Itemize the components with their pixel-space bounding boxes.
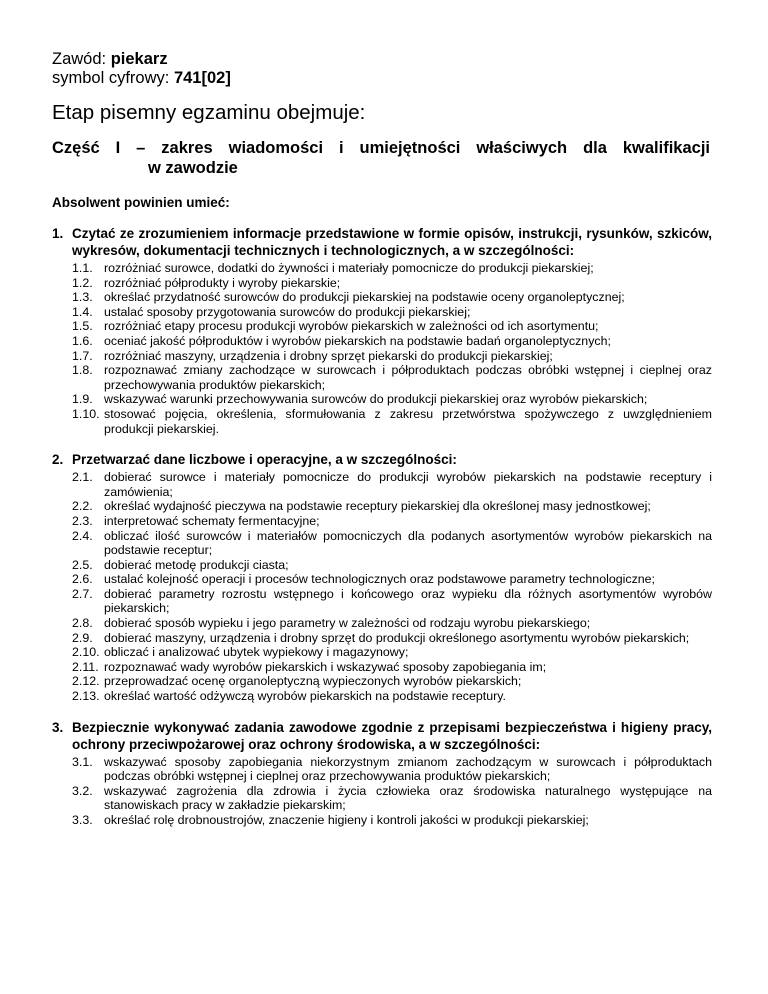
section-1	[52, 225, 712, 436]
list-item	[72, 784, 712, 813]
part-heading-line2: w zawodzie	[148, 159, 238, 177]
section-number: 2.	[52, 452, 64, 468]
item-text: określać przydatność surowców do produkcji piekarskiej na podstawie oceny organoleptycznej;	[104, 290, 625, 305]
item-text: interpretować schematy fermentacyjne;	[104, 513, 320, 528]
item-number: 2.9.	[72, 630, 93, 645]
item-text: oceniać jakość półproduktów i wyrobów piekarskich na podstawie badań organoleptycznych;	[104, 333, 611, 348]
item-number: 2.7.	[72, 586, 93, 601]
part-heading-line1: Część I – zakres wiadomości i umiejętności właściwych dla kwalifikacji	[52, 139, 710, 157]
list-item	[72, 407, 712, 436]
list-item	[72, 499, 712, 514]
item-text: dobierać sposób wypieku i jego parametry w zależności od rodzaju wyrobu piekarskiego;	[104, 616, 591, 631]
list-item	[72, 319, 712, 334]
document-page	[52, 50, 712, 828]
item-number: 1.8.	[72, 363, 93, 378]
item-number: 1.1.	[72, 261, 93, 275]
item-text: obliczać ilość surowców i materiałów pomocniczych dla podanych asortymentów wyrobów piekarskich na podstawie receptur;	[104, 528, 712, 558]
item-text: obliczać i analizować ubytek wypiekowy i magazynowy;	[104, 645, 409, 660]
list-item	[72, 514, 712, 529]
section-heading	[52, 451, 712, 468]
item-text: określać wartość odżywczą wyrobów piekarskich na podstawie receptury.	[104, 689, 506, 704]
item-number: 1.9.	[72, 392, 93, 407]
item-text: wskazywać sposoby zapobiegania niekorzystnym zmianom zachodzącym w surowcach i półproduktach podczas obróbki wstępnej i cieplnej oraz przechowywania produktów piekarskich;	[104, 754, 712, 784]
list-item	[72, 290, 712, 305]
item-text: określać wydajność pieczywa na podstawie receptury piekarskiej dla określonej masy jednostkowej;	[104, 499, 651, 514]
item-number: 2.8.	[72, 616, 93, 631]
item-text: rozróżniać maszyny, urządzenia i drobny sprzęt piekarski do produkcji piekarskiej;	[104, 348, 553, 363]
intro-text: Absolwent powinien umieć:	[52, 195, 230, 210]
item-number: 3.1.	[72, 754, 93, 769]
item-number: 2.13.	[72, 689, 100, 704]
list-item	[72, 529, 712, 558]
list-item	[72, 334, 712, 349]
code-label: symbol cyfrowy:	[52, 69, 170, 87]
list-item	[72, 660, 712, 675]
list-item	[72, 631, 712, 646]
list-item	[72, 572, 712, 587]
item-number: 3.3.	[72, 813, 93, 827]
item-text: stosować pojęcia, określenia, sformułowania z zakresu przetwórstwa spożywczego z uwzględnieniem produkcji piekarskiej.	[104, 406, 712, 436]
item-number: 2.6.	[72, 572, 93, 587]
item-number: 2.11.	[72, 659, 99, 674]
item-number: 1.5.	[72, 319, 93, 334]
list-item	[72, 616, 712, 631]
item-number: 2.1.	[72, 470, 93, 485]
item-number: 1.3.	[72, 290, 93, 305]
list-item	[72, 558, 712, 573]
list-item	[72, 363, 712, 392]
section-3	[52, 719, 712, 828]
item-text: rozpoznawać zmiany zachodzące w surowcach i półproduktach podczas obróbki wstępnej i cieplnej oraz przechowywania produktów piekarskich;	[104, 363, 712, 392]
list-item	[72, 305, 712, 320]
profession-label: Zawód:	[52, 50, 107, 68]
item-number: 2.10.	[72, 645, 100, 660]
item-number: 2.4.	[72, 528, 93, 543]
item-text: ustalać sposoby przygotowania surowców do produkcji piekarskiej;	[104, 304, 471, 319]
profession-line	[52, 50, 712, 69]
page-title: Etap pisemny egzaminu obejmuje:	[52, 101, 366, 124]
item-text: dobierać parametry rozrostu wstępnego i końcowego oraz wypieku dla różnych asortymentów wyrobów piekarskich;	[104, 586, 712, 616]
item-number: 1.10.	[72, 406, 100, 421]
list-item	[72, 813, 712, 828]
code-value: 741[02]	[173, 69, 231, 87]
section-title: Czytać ze zrozumieniem informacje przedstawione w formie opisów, instrukcji, rysunków, szkiców, wykresów, dokumentacji technicznych i technologicznych, a w szczególności:	[72, 226, 712, 258]
item-text: rozróżniać etapy procesu produkcji wyrobów piekarskich w zależności od ich asortymentu;	[104, 319, 599, 334]
item-number: 1.2.	[72, 275, 93, 290]
item-number: 2.3.	[72, 513, 93, 528]
section-2	[52, 451, 712, 704]
section-items	[72, 755, 712, 828]
section-title: Przetwarzać dane liczbowe i operacyjne, a w szczególności:	[72, 452, 457, 468]
item-number: 1.7.	[72, 348, 93, 363]
item-number: 2.5.	[72, 557, 93, 572]
item-text: dobierać metodę produkcji ciasta;	[104, 557, 289, 572]
item-text: wskazywać warunki przechowywania surowców do produkcji piekarskiej oraz wyrobów piekarskich;	[104, 392, 648, 407]
profession-value: piekarz	[110, 50, 168, 68]
item-number: 1.6.	[72, 333, 93, 348]
item-number: 2.2.	[72, 499, 93, 514]
sections-container	[52, 225, 712, 828]
list-item	[72, 470, 712, 499]
section-heading	[52, 719, 712, 753]
item-text: ustalać kolejność operacji i procesów technologicznych oraz podstawowe parametry technologiczne;	[104, 572, 655, 587]
item-text: określać rolę drobnoustrojów, znaczenie higieny i kontroli jakości w produkcji piekarskiej;	[104, 813, 589, 827]
item-number: 2.12.	[72, 674, 100, 689]
item-text: rozróżniać półprodukty i wyroby piekarskie;	[104, 275, 341, 290]
list-item	[72, 276, 712, 291]
section-number: 1.	[52, 226, 64, 241]
item-text: rozpoznawać wady wyrobów piekarskich i wskazywać sposoby zapobiegania im;	[104, 659, 547, 674]
section-items	[72, 470, 712, 704]
code-line	[52, 69, 712, 88]
list-item	[72, 689, 712, 704]
list-item	[72, 645, 712, 660]
item-number: 3.2.	[72, 783, 93, 798]
item-text: przeprowadzać ocenę organoleptyczną wypieczonych wyrobów piekarskich;	[104, 674, 522, 689]
item-number: 1.4.	[72, 304, 93, 319]
section-heading	[52, 225, 712, 259]
section-title: Bezpiecznie wykonywać zadania zawodowe zgodnie z przepisami bezpieczeństwa i higieny pracy, ochrony przeciwpożarowej oraz ochrony środowiska, a w szczególności:	[72, 719, 712, 752]
list-item	[72, 349, 712, 364]
list-item	[72, 261, 712, 276]
list-item	[72, 392, 712, 407]
list-item	[72, 674, 712, 689]
section-number: 3.	[52, 719, 64, 735]
item-text: rozróżniać surowce, dodatki do żywności i materiały pomocnicze do produkcji piekarskiej;	[104, 261, 594, 275]
item-text: dobierać surowce i materiały pomocnicze do produkcji wyrobów piekarskich na podstawie receptury i zamówienia;	[104, 470, 712, 499]
section-items	[72, 261, 712, 436]
list-item	[72, 587, 712, 616]
list-item	[72, 755, 712, 784]
item-text: dobierać maszyny, urządzenia i drobny sprzęt do produkcji określonego asortymentu wyrobów piekarskich;	[104, 630, 690, 645]
item-text: wskazywać zagrożenia dla zdrowia i życia człowieka oraz środowiska naturalnego występujące na stanowiskach pracy w zakładzie piekarskim;	[104, 783, 712, 813]
